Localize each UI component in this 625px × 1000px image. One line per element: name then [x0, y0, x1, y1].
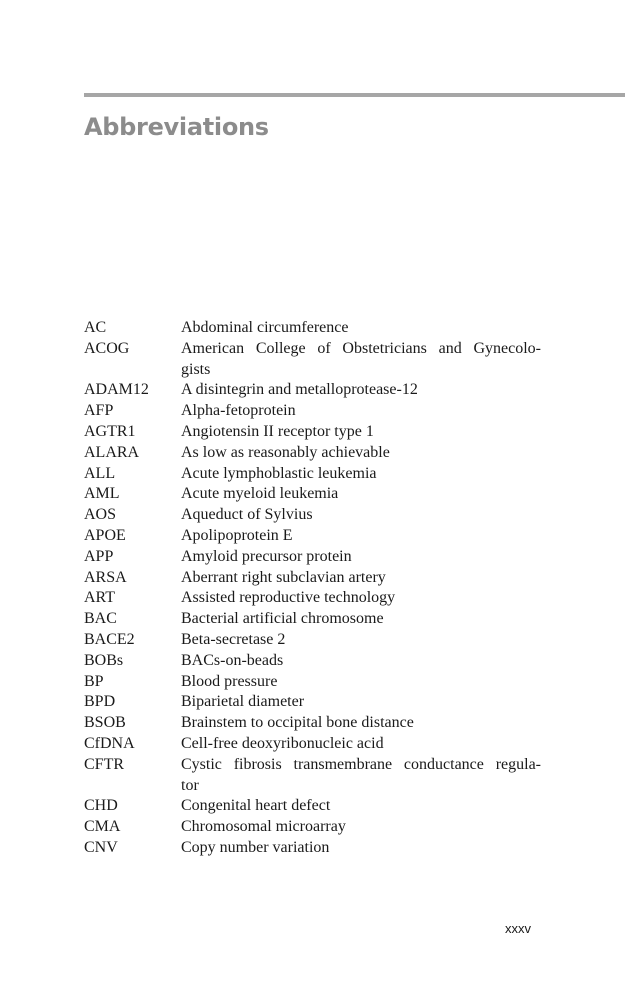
abbreviation-term: BAC: [84, 610, 117, 628]
abbreviation-definition: Assisted reproductive technology: [181, 589, 396, 607]
abbreviation-definition: Bacterial artificial chromosome: [181, 610, 384, 628]
abbreviation-definition: Acute lymphoblastic leukemia: [181, 464, 377, 482]
abbreviation-definition: Brainstem to occipital bone distance: [181, 714, 414, 732]
abbreviation-definition: Cell-free deoxyribonucleic acid: [181, 734, 384, 752]
abbreviation-term: CNV: [84, 838, 118, 856]
list-item: [84, 630, 554, 651]
list-item: [84, 672, 554, 693]
list-item: [84, 817, 554, 838]
abbreviation-term: AML: [84, 485, 120, 503]
abbreviation-definition: As low as reasonably achievable: [181, 443, 390, 461]
list-item: [84, 401, 554, 422]
abbreviation-term: APP: [84, 547, 114, 565]
list-item: [84, 422, 554, 443]
list-item: [84, 838, 554, 859]
abbreviation-term: ALL: [84, 464, 116, 482]
list-item: [84, 568, 554, 589]
abbreviation-definition: Biparietal diameter: [181, 693, 305, 711]
abbreviation-definition: BACs-on-beads: [181, 651, 284, 669]
abbreviation-definition: Blood pressure: [181, 672, 278, 690]
abbreviation-definition: Aberrant right subclavian artery: [181, 568, 386, 586]
definition-line: American College of Obstetricians and Gynecolo-: [181, 339, 541, 357]
definition-line: gists: [181, 360, 211, 378]
abbreviation-definition: Alpha-fetoprotein: [181, 402, 296, 420]
abbreviation-term: APOE: [84, 526, 126, 544]
list-item: [84, 339, 554, 381]
abbreviation-definition: Acute myeloid leukemia: [181, 485, 339, 503]
abbreviation-term: AFP: [84, 402, 114, 420]
list-item: [84, 547, 554, 568]
abbreviation-term: BACE2: [84, 630, 135, 648]
list-item: [84, 651, 554, 672]
abbreviation-list: [84, 318, 554, 859]
list-item: [84, 588, 554, 609]
abbreviation-term: BOBs: [84, 651, 124, 669]
abbreviation-term: ART: [84, 589, 116, 607]
abbreviation-definition: Abdominal circumference: [181, 319, 349, 336]
abbreviation-term: ARSA: [84, 568, 127, 586]
abbreviation-term: BPD: [84, 693, 116, 711]
page-title: Abbreviations: [84, 113, 269, 141]
abbreviation-term: AC: [84, 319, 107, 336]
abbreviation-definition: [181, 755, 541, 797]
abbreviation-definition: [181, 339, 541, 381]
abbreviation-definition: Chromosomal microarray: [181, 818, 346, 836]
abbreviation-term: ACOG: [84, 339, 130, 357]
list-item: [84, 713, 554, 734]
list-item: [84, 734, 554, 755]
abbreviation-term: CFTR: [84, 755, 125, 773]
list-item: [84, 505, 554, 526]
abbreviation-definition: Aqueduct of Sylvius: [181, 506, 313, 524]
abbreviation-definition: A disintegrin and metalloprotease-12: [181, 381, 418, 399]
abbreviation-term: ALARA: [84, 443, 140, 461]
abbreviation-term: CfDNA: [84, 734, 135, 752]
abbreviation-term: CMA: [84, 818, 121, 836]
list-item: [84, 380, 554, 401]
abbreviation-term: BSOB: [84, 714, 126, 732]
abbreviation-definition: Copy number variation: [181, 838, 330, 856]
abbreviation-definition: Beta-secretase 2: [181, 630, 286, 648]
abbreviation-term: BP: [84, 672, 104, 690]
header-rule: [84, 93, 625, 97]
abbreviation-term: CHD: [84, 797, 118, 815]
list-item: [84, 484, 554, 505]
list-item: [84, 443, 554, 464]
definition-line: Cystic fibrosis transmembrane conductance regula-: [181, 755, 541, 773]
page-number: xxxv: [505, 921, 531, 936]
list-item: [84, 526, 554, 547]
list-item: [84, 609, 554, 630]
list-item: [84, 755, 554, 797]
abbreviation-definition: Congenital heart defect: [181, 797, 331, 815]
list-item: [84, 318, 554, 339]
abbreviation-term: ADAM12: [84, 381, 149, 399]
list-item: [84, 692, 554, 713]
definition-line: tor: [181, 776, 199, 794]
abbreviation-definition: Apolipoprotein E: [181, 526, 293, 544]
list-item: [84, 796, 554, 817]
abbreviation-definition: Angiotensin II receptor type 1: [181, 422, 374, 440]
abbreviation-definition: Amyloid precursor protein: [181, 547, 352, 565]
abbreviation-term: AOS: [84, 506, 117, 524]
abbreviation-term: AGTR1: [84, 422, 136, 440]
list-item: [84, 464, 554, 485]
